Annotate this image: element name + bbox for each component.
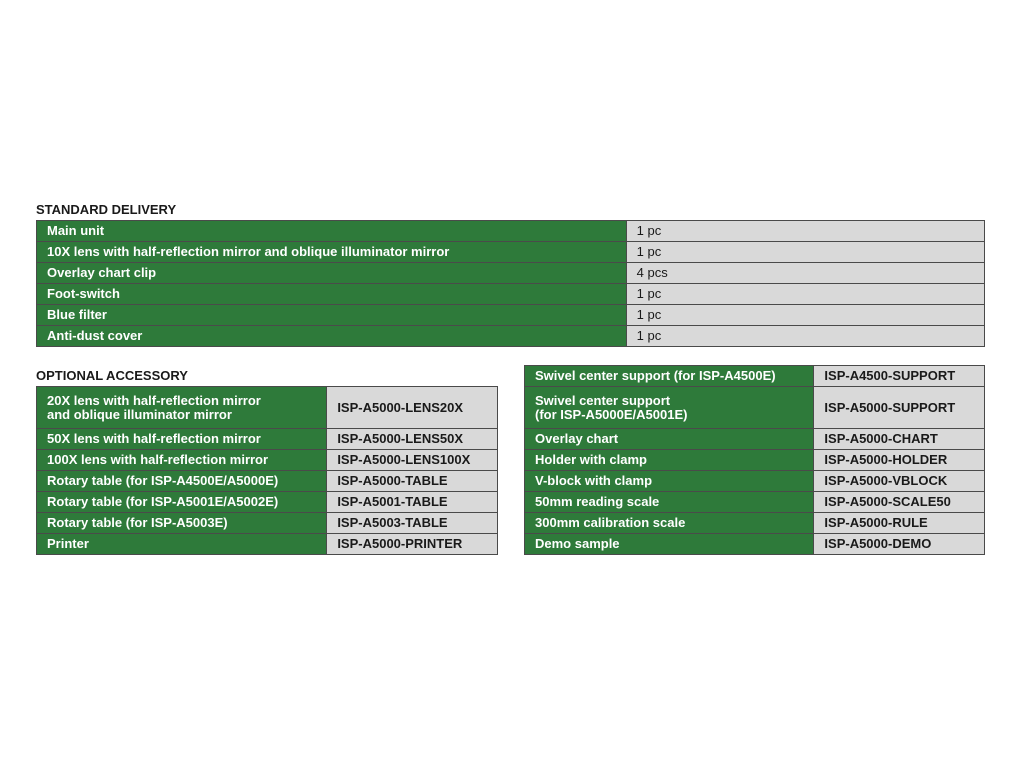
- table-row: [37, 263, 985, 284]
- code-cell: ISP-A5000-DEMO: [814, 534, 985, 555]
- item-cell: Rotary table (for ISP-A4500E/A5000E): [37, 471, 327, 492]
- qty-cell: 1 pc: [626, 242, 984, 263]
- item-line: (for ISP-A5000E/A5001E): [535, 406, 688, 422]
- code-cell: ISP-A5003-TABLE: [327, 513, 498, 534]
- item-cell: Holder with clamp: [525, 450, 814, 471]
- item-cell: Swivel center support (for ISP-A4500E): [525, 366, 814, 387]
- code-cell: ISP-A5001-TABLE: [327, 492, 498, 513]
- qty-cell: 1 pc: [626, 326, 984, 347]
- code-cell: ISP-A5000-SCALE50: [814, 492, 985, 513]
- table-row: [37, 450, 498, 471]
- item-cell: 50X lens with half-reflection mirror: [37, 429, 327, 450]
- code-cell: ISP-A5000-CHART: [814, 429, 985, 450]
- optional-accessory-title: OPTIONAL ACCESSORY: [36, 368, 188, 383]
- item-cell: Overlay chart: [525, 429, 814, 450]
- code-cell: ISP-A5000-SUPPORT: [814, 387, 985, 429]
- item-cell: V-block with clamp: [525, 471, 814, 492]
- table-row: [37, 284, 985, 305]
- table-row: [525, 471, 985, 492]
- item-cell: Foot-switch: [37, 284, 627, 305]
- table-row: [525, 366, 985, 387]
- standard-delivery-title: STANDARD DELIVERY: [36, 202, 177, 217]
- item-line: 20X lens with half-reflection mirror: [47, 392, 261, 408]
- code-cell: ISP-A5000-RULE: [814, 513, 985, 534]
- table-row: [37, 513, 498, 534]
- qty-cell: 1 pc: [626, 284, 984, 305]
- qty-cell: 1 pc: [626, 221, 984, 242]
- item-cell: 10X lens with half-reflection mirror and oblique illuminator mirror: [37, 242, 627, 263]
- item-cell: [37, 387, 327, 429]
- item-cell: Anti-dust cover: [37, 326, 627, 347]
- item-line: and oblique illuminator mirror: [47, 406, 232, 422]
- table-row: [37, 492, 498, 513]
- optional-accessory-right-table: [524, 365, 985, 555]
- code-cell: ISP-A5000-LENS20X: [327, 387, 498, 429]
- table-row: [37, 326, 985, 347]
- table-row: [525, 429, 985, 450]
- standard-delivery-table: [36, 220, 985, 347]
- item-cell: 100X lens with half-reflection mirror: [37, 450, 327, 471]
- item-cell: Main unit: [37, 221, 627, 242]
- item-cell: 300mm calibration scale: [525, 513, 814, 534]
- code-cell: ISP-A5000-LENS50X: [327, 429, 498, 450]
- code-cell: ISP-A5000-HOLDER: [814, 450, 985, 471]
- code-cell: ISP-A5000-TABLE: [327, 471, 498, 492]
- qty-cell: 4 pcs: [626, 263, 984, 284]
- item-cell: Printer: [37, 534, 327, 555]
- item-line: Swivel center support: [535, 392, 671, 408]
- table-row: [37, 221, 985, 242]
- table-row: [37, 387, 498, 429]
- item-cell: [525, 387, 814, 429]
- table-row: [525, 513, 985, 534]
- item-cell: Rotary table (for ISP-A5003E): [37, 513, 327, 534]
- code-cell: ISP-A5000-PRINTER: [327, 534, 498, 555]
- table-row: [525, 534, 985, 555]
- table-row: [37, 471, 498, 492]
- code-cell: ISP-A5000-LENS100X: [327, 450, 498, 471]
- table-row: [525, 492, 985, 513]
- table-row: [525, 450, 985, 471]
- table-row: [525, 387, 985, 429]
- item-cell: 50mm reading scale: [525, 492, 814, 513]
- optional-accessory-left-table: [36, 386, 498, 555]
- qty-cell: 1 pc: [626, 305, 984, 326]
- item-cell: Rotary table (for ISP-A5001E/A5002E): [37, 492, 327, 513]
- table-row: [37, 534, 498, 555]
- table-row: [37, 429, 498, 450]
- code-cell: ISP-A5000-VBLOCK: [814, 471, 985, 492]
- code-cell: ISP-A4500-SUPPORT: [814, 366, 985, 387]
- table-row: [37, 305, 985, 326]
- item-cell: Demo sample: [525, 534, 814, 555]
- item-cell: Overlay chart clip: [37, 263, 627, 284]
- table-row: [37, 242, 985, 263]
- item-cell: Blue filter: [37, 305, 627, 326]
